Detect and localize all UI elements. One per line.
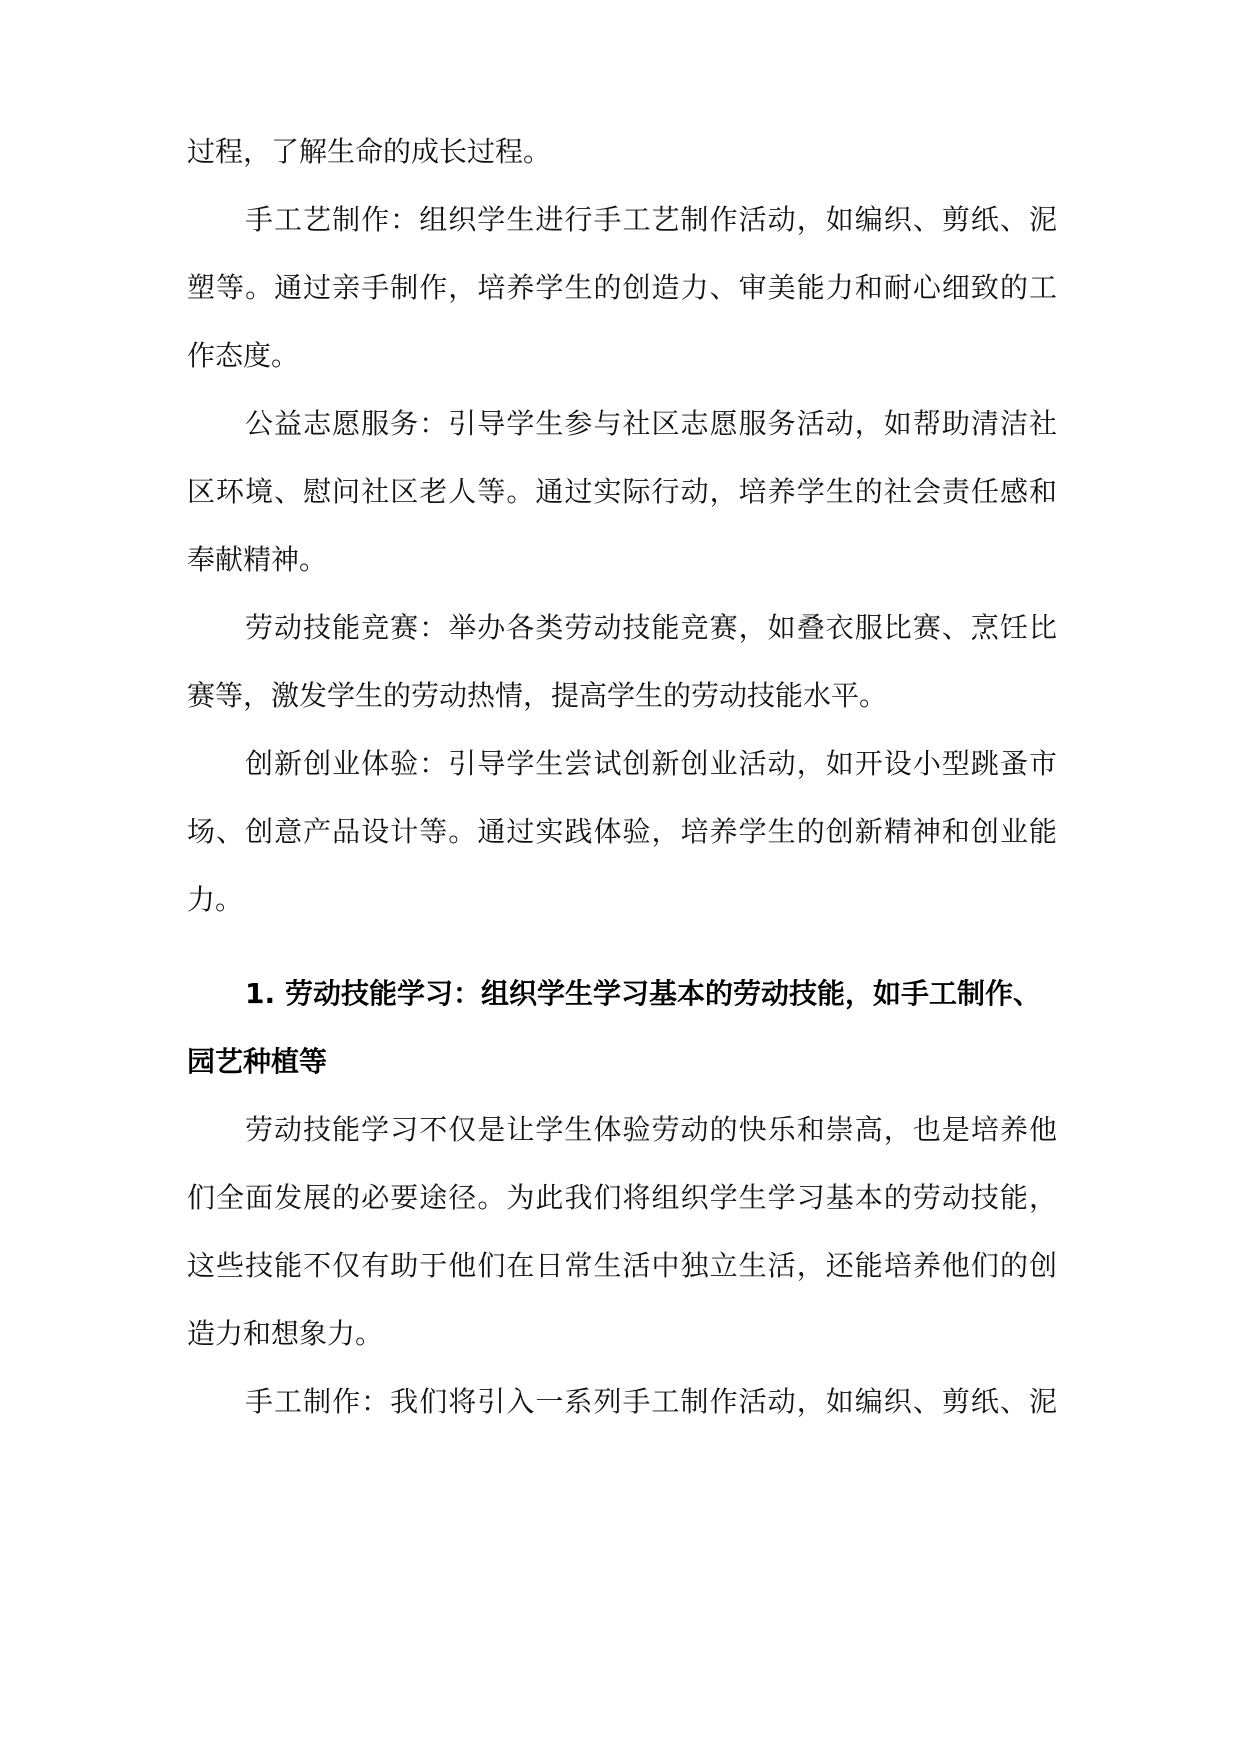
paragraph-line: 塑等。通过亲手制作，培养学生的创造力、审美能力和耐心细致的工: [187, 271, 1057, 304]
paragraph-line: 力。: [187, 883, 244, 916]
paragraph-line: 作态度。: [187, 339, 300, 372]
paragraph-line: 创新创业体验：引导学生尝试创新创业活动，如开设小型跳蚤市: [245, 747, 1057, 780]
paragraph-line: 赛等，激发学生的劳动热情，提高学生的劳动技能水平。: [187, 679, 888, 712]
paragraph-line: 造力和想象力。: [187, 1317, 384, 1350]
heading-text: 劳动技能学习：组织学生学习基本的劳动技能，如手工制作、: [285, 977, 1042, 1010]
paragraph-line: 奉献精神。: [187, 543, 328, 576]
paragraph-line: 场、创意产品设计等。通过实践体验，培养学生的创新精神和创业能: [187, 815, 1057, 848]
paragraph-line: 手工艺制作：组织学生进行手工艺制作活动，如编织、剪纸、泥: [245, 203, 1057, 236]
paragraph-line: 这些技能不仅有助于他们在日常生活中独立生活，还能培养他们的创: [187, 1249, 1057, 1282]
paragraph-line: 手工制作：我们将引入一系列手工制作活动，如编织、剪纸、泥: [245, 1385, 1057, 1418]
paragraph-line: 们全面发展的必要途径。为此我们将组织学生学习基本的劳动技能，: [187, 1181, 1057, 1214]
heading-number: 1.: [245, 977, 276, 1010]
section-heading-line: 园艺种植等: [187, 1045, 328, 1078]
section-heading: [245, 970, 1057, 1018]
paragraph-line: 过程，了解生命的成长过程。: [187, 135, 552, 168]
paragraph-line: 区环境、慰问社区老人等。通过实际行动，培养学生的社会责任感和: [187, 475, 1057, 508]
paragraph-line: 劳动技能学习不仅是让学生体验劳动的快乐和崇高，也是培养他: [245, 1113, 1057, 1146]
paragraph-line: 劳动技能竞赛：举办各类劳动技能竞赛，如叠衣服比赛、烹饪比: [245, 611, 1057, 644]
paragraph-line: 公益志愿服务：引导学生参与社区志愿服务活动，如帮助清洁社: [245, 407, 1057, 440]
